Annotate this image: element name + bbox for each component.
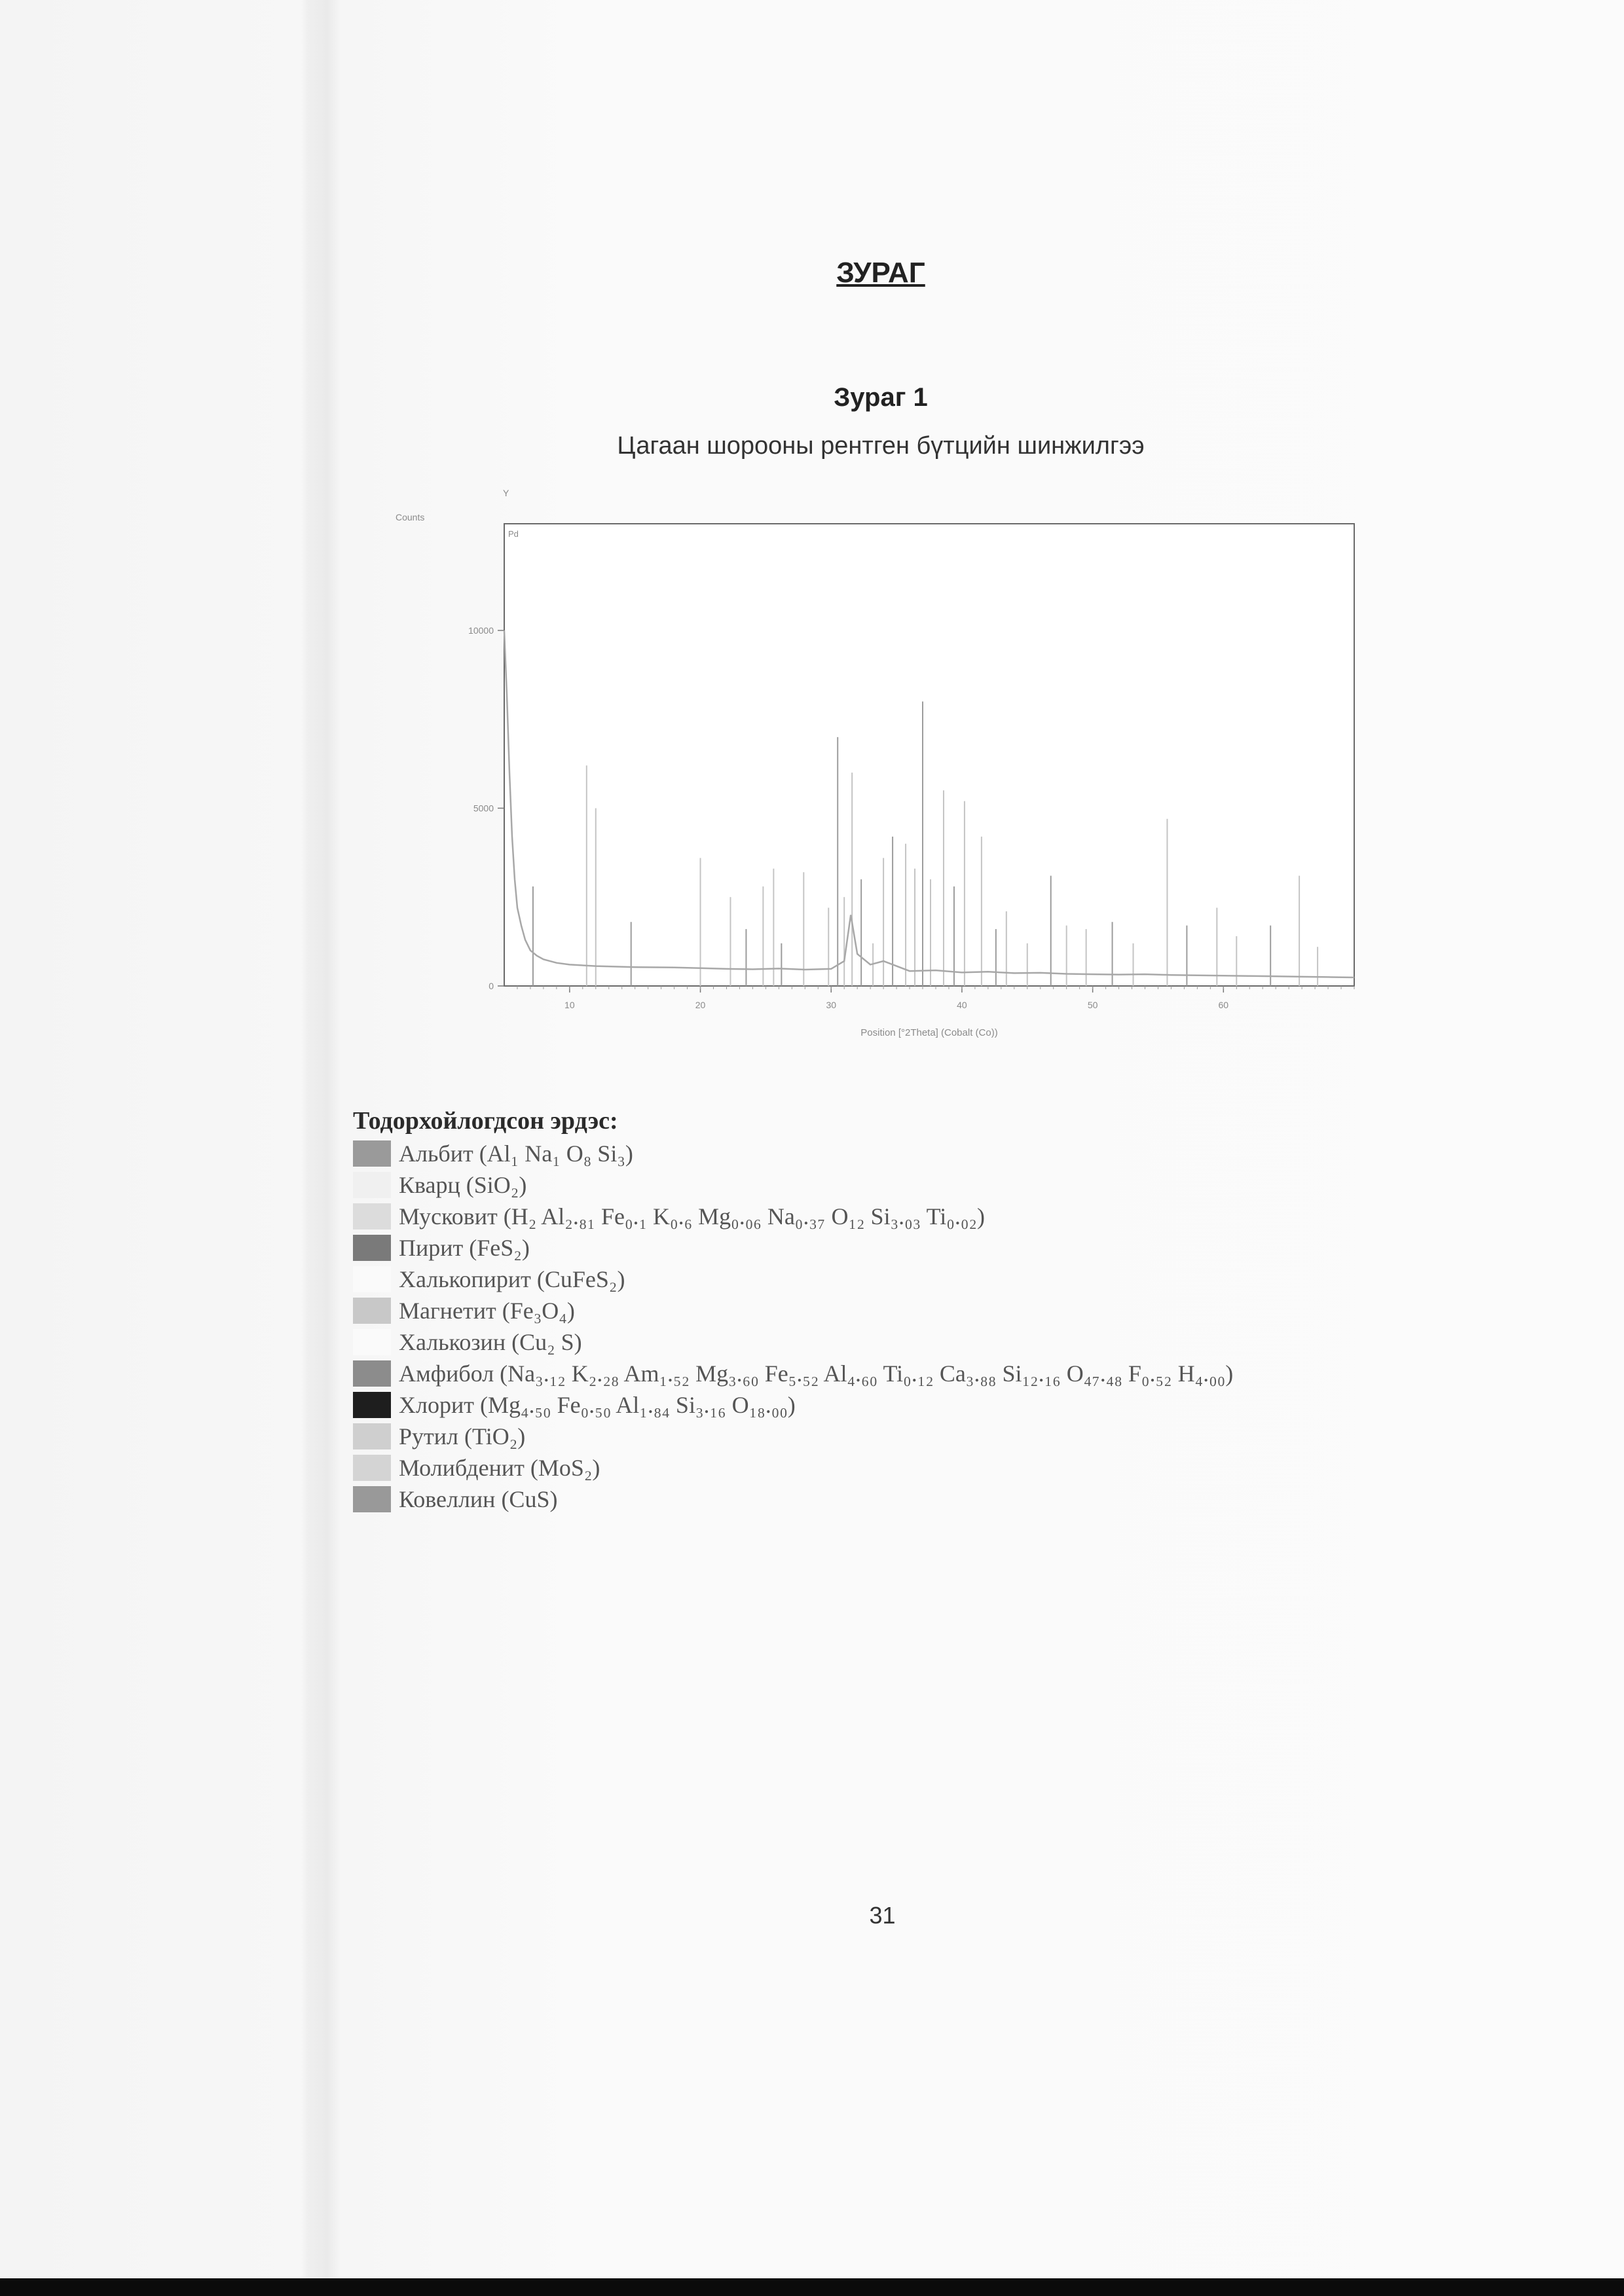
scan-bottom-edge (0, 2278, 1624, 2296)
legend-item (350, 1295, 1529, 1326)
legend-swatch (353, 1172, 391, 1198)
legend-item (350, 1264, 1529, 1295)
x-tick-label: 20 (695, 1000, 706, 1010)
legend-label: Мусковит (H₂ Al₂.₈₁ Fe₀.₁ K₀.₆ Mg₀.₀₆ Na₀.₃₇ O₁₂ Si₃.₀₃ Ti₀.₀₂) (399, 1203, 985, 1230)
legend-label: Амфибол (Na₃.₁₂ K₂.₂₈ Am₁.₅₂ Mg₃.₆₀ Fe₅.₅₂ Al₄.₆₀ Ti₀.₁₂ Ca₃.₈₈ Si₁₂.₁₆ O₄₇.₄₈ F₀.₅₂ H₄.₀₀) (399, 1360, 1234, 1387)
legend-label: Молибденит (MoS₂) (399, 1455, 600, 1481)
legend-label: Халькозин (Cu₂ S) (399, 1329, 582, 1355)
x-tick-label: 30 (826, 1000, 837, 1010)
xrd-chart (380, 484, 1388, 1048)
legend-swatch (353, 1329, 391, 1355)
legend-swatch (353, 1298, 391, 1324)
x-tick-label: 40 (957, 1000, 967, 1010)
y-tick-label: 0 (489, 981, 494, 991)
legend-label: Магнетит (Fe₃O₄) (399, 1298, 575, 1324)
y-axis-top-marker: Y (503, 488, 509, 498)
legend-item (350, 1138, 1529, 1169)
legend-swatch (353, 1266, 391, 1292)
corner-marker: Pd (508, 529, 519, 539)
y-tick-label: 10000 (468, 625, 494, 636)
legend-swatch (353, 1360, 391, 1387)
legend-swatch (353, 1140, 391, 1167)
legend-label: Хлорит (Mg₄.₅₀ Fe₀.₅₀ Al₁.₈₄ Si₃.₁₆ O₁₈.₀₀) (399, 1392, 796, 1418)
legend-label: Альбит (Al₁ Na₁ O₈ Si₃) (399, 1140, 633, 1167)
legend-title: Тодорхойлогдсон эрдэс: (353, 1107, 618, 1135)
x-axis-label: Position [°2Theta] (Cobalt (Co)) (860, 1027, 998, 1038)
legend-swatch (353, 1455, 391, 1481)
legend-label: Рутил (TiO₂) (399, 1423, 526, 1449)
legend-item (350, 1232, 1529, 1264)
legend-swatch (353, 1392, 391, 1418)
y-axis-label: Counts (396, 512, 425, 522)
x-tick-label: 60 (1218, 1000, 1229, 1010)
legend-label: Пирит (FeS₂) (399, 1235, 530, 1261)
legend-swatch (353, 1486, 391, 1512)
legend-item (350, 1169, 1529, 1201)
figure-caption: Цагаан шорооны рентген бүтцийн шинжилгээ (617, 432, 1145, 460)
mineral-legend (350, 1106, 1529, 1515)
legend-label: Кварц (SiO₂) (399, 1172, 527, 1198)
y-tick-label: 5000 (473, 803, 494, 814)
legend-item (350, 1421, 1529, 1452)
legend-swatch (353, 1203, 391, 1230)
legend-item (350, 1452, 1529, 1484)
section-heading: ЗУРАГ (836, 257, 925, 289)
page-number: 31 (869, 1902, 896, 1929)
x-tick-label: 50 (1087, 1000, 1098, 1010)
legend-label: Ковеллин (CuS) (399, 1486, 558, 1512)
legend-swatch (353, 1423, 391, 1449)
legend-item (350, 1358, 1529, 1389)
legend-swatch (353, 1235, 391, 1261)
legend-label: Халькопирит (CuFeS₂) (399, 1266, 625, 1292)
figure-label: Зураг 1 (834, 383, 928, 412)
legend-item (350, 1484, 1529, 1515)
legend-item (350, 1326, 1529, 1358)
legend-item (350, 1389, 1529, 1421)
plot-frame (504, 524, 1354, 986)
x-tick-label: 10 (564, 1000, 575, 1010)
legend-item (350, 1201, 1529, 1232)
